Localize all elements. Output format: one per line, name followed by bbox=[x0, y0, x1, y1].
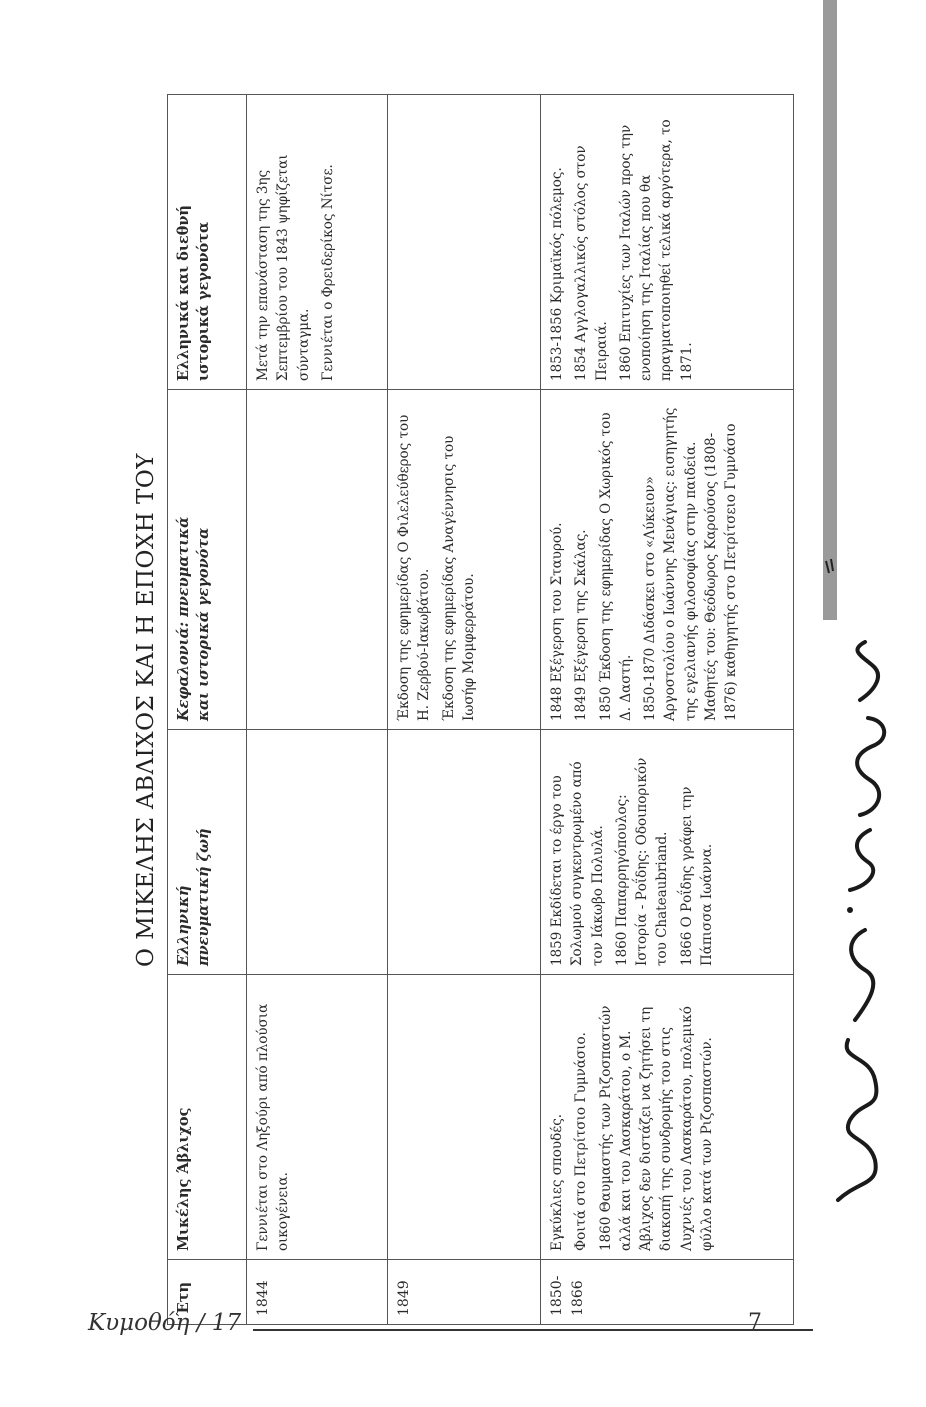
chronology-table bbox=[167, 94, 794, 1325]
world-cell: Μετά την επανάσταση της 3ης Σεπτεμβρίου του 1843 ψηφίζεται σύνταγμα. Γεννιέται ο Φρειδερίκος Νίτσε. bbox=[247, 95, 388, 390]
year-cell: 1849 bbox=[388, 1260, 541, 1325]
page-footer bbox=[88, 1296, 768, 1356]
ink-mark bbox=[820, 555, 838, 615]
header-greek-spiritual-life: Ελληνική πνευματική ζωή bbox=[168, 730, 247, 975]
table-row bbox=[247, 95, 388, 1325]
kefalonia-cell: Έκδοση της εφημερίδας Ο Φιλελεύθερος του Η. Ζερβού-Ιακωβάτου. Έκδοση της εφημερίδας Αναγέννησις του Ιωσήφ Μομφερράτου. bbox=[388, 390, 541, 730]
journal-name: Κυμοθόη / 17 bbox=[88, 1310, 242, 1336]
greek-cell bbox=[247, 730, 388, 975]
kefalonia-cell: 1848 Εξέγερση του Σταυρού. 1849 Εξέγερση της Σκάλας. 1850 Έκδοση της εφημερίδας Ο Χωρικός του Δ. Δαστή. 1850-1870 Διδάσκει στο «Λύκειον» Αργοστολίου ο Ιωάννης Μενάγιας: εισηγητής της εγελιανής φιλοσοφίας στην παιδεία. Μαθητές του: Θεόδωρος Καρούσος (1808-1876) καθηγητής στο Πετρίτσειο Γυμνάσιο bbox=[541, 390, 794, 730]
world-cell: 1853-1856 Κριμαϊκός πόλεμος. 1854 Αγγλογαλλικός στόλος στον Πειραιά. 1860 Επιτυχίες των Ιταλών προς την ενοποίηση της Ιταλίας που θα πραγματοποιηθεί τελικά αργότερα, το 1871. bbox=[541, 95, 794, 390]
greek-cell: 1859 Εκδίδεται το έργο του Σολωμού συγκεντρωμένο από τον Ιάκωβο Πολυλά. 1860 Παπαρρηγόπουλος: Ιστορία - Ροΐδης: Οδοιπορικόν του Chateaubriand. 1866 Ο Ροΐδης γράφει την Πάπισσα Ιωάννα. bbox=[541, 730, 794, 975]
avlichos-cell: Γεννιέται στο Ληξούρι από πλούσια οικογένεια. bbox=[247, 975, 388, 1260]
table-row bbox=[388, 95, 541, 1325]
year-cell: 1844 bbox=[247, 1260, 388, 1325]
rotated-content bbox=[125, 95, 780, 1325]
header-avlichos: Μικέλης Άβλιχος bbox=[168, 975, 247, 1260]
world-cell bbox=[388, 95, 541, 390]
page-number: 7 bbox=[748, 1310, 762, 1335]
avlichos-cell: Εγκύκλιες σπουδές. Φοιτά στο Πετρίτσιο Γυμνάσιο. 1860 Θαυμαστής των Ριζοσπαστών αλλά και του Λασκαράτου, ο Μ. Άβλιχος δεν διστάζει να ζητήσει τη διακοπή της συνδρομής του στις Λυχνιές του Λασκαράτου, πολεμικό φύλλο κατά των Ριζοσπαστών. bbox=[541, 975, 794, 1260]
table-row bbox=[541, 95, 794, 1325]
greek-cell bbox=[388, 730, 541, 975]
header-kefalonia-events: Κεφαλονιά: πνευματικά και ιστορικά γεγονότα bbox=[168, 390, 247, 730]
handwritten-signature bbox=[820, 640, 900, 1220]
footer-rule bbox=[253, 1329, 813, 1331]
header-row bbox=[168, 95, 247, 1325]
page-edge-shadow bbox=[823, 0, 837, 620]
header-years: Έτη bbox=[168, 1260, 247, 1325]
year-cell: 1850-1866 bbox=[541, 1260, 794, 1325]
document-title: Ο ΜΙΚΕΛΗΣ ΑΒΛΙΧΟΣ ΚΑΙ Η ΕΠΟΧΗ ΤΟΥ bbox=[133, 453, 159, 967]
avlichos-cell bbox=[388, 975, 541, 1260]
header-world-events: Ελληνικά και διεθνή ιστορικά γεγονότα bbox=[168, 95, 247, 390]
kefalonia-cell bbox=[247, 390, 388, 730]
